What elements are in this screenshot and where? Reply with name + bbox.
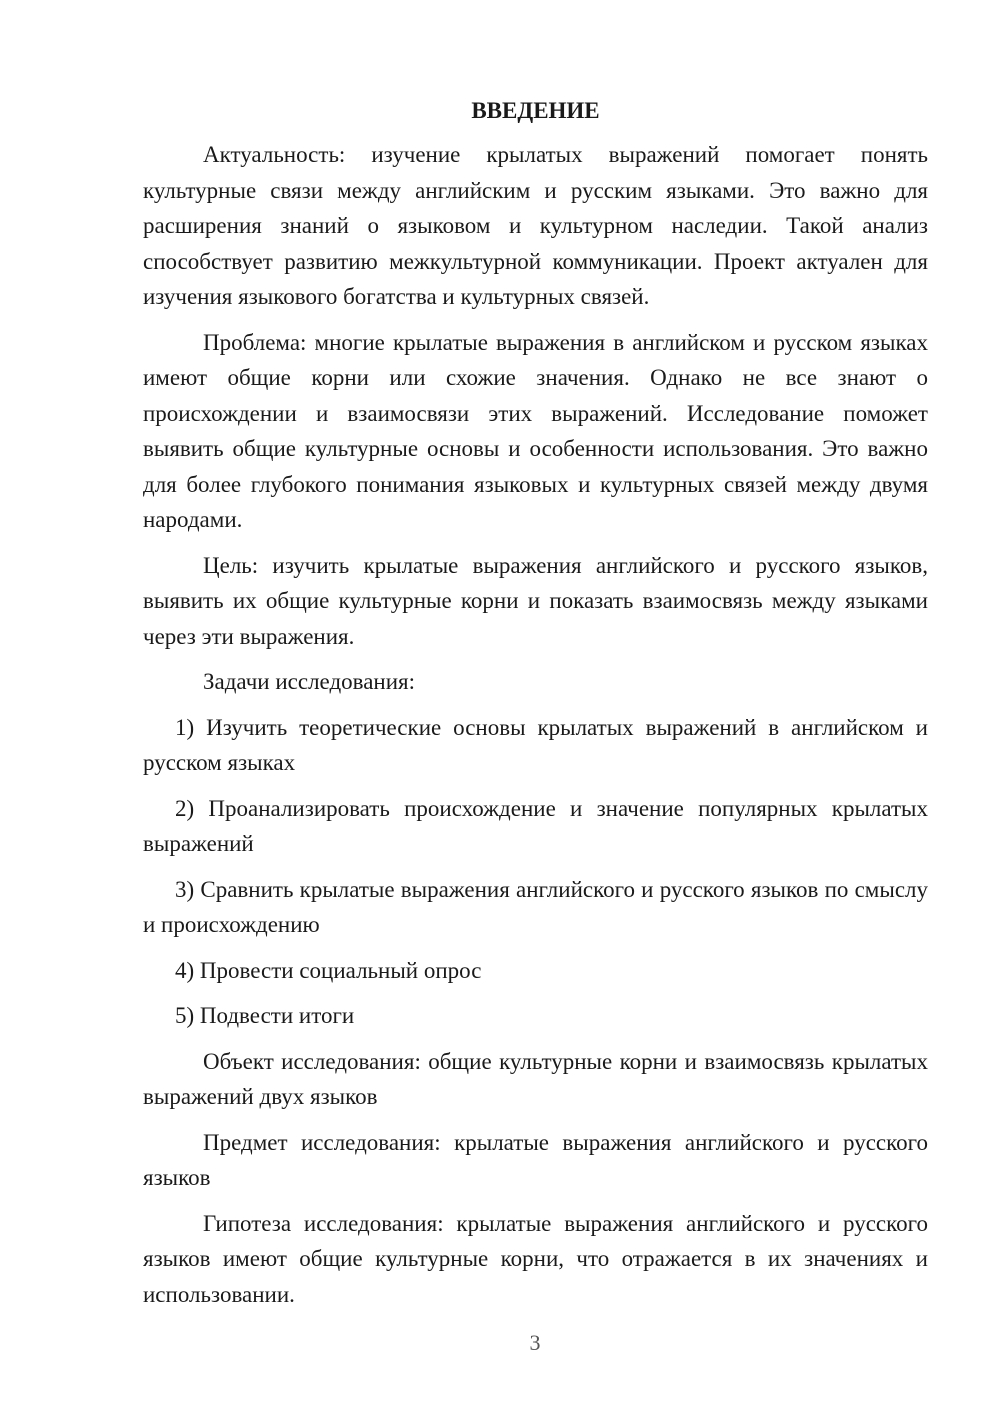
problem-paragraph: Проблема: многие крылатые выражения в английском и русском языках имеют общие корни или схожие значения. Однако не все знают о происхождении и взаимосвязи этих выражений. Исследование поможет выявить общие культурные основы и особенности использования. Это важно для более глубокого понимания языковых и культурных связей между двумя народами. (143, 329, 928, 532)
page-number: 3 (529, 1330, 541, 1355)
task-item: 3) Сравнить крылатые выражения английского и русского языков по смыслу и происхождению (143, 876, 928, 937)
object-paragraph: Объект исследования: общие культурные корни и взаимосвязь крылатых выражений двух языков (143, 1048, 928, 1109)
task-item: 1) Изучить теоретические основы крылатых выражений в английском и русском языках (143, 714, 928, 775)
subject-paragraph: Предмет исследования: крылатые выражения английского и русского языков (143, 1129, 928, 1190)
section-title: ВВЕДЕНИЕ (471, 98, 600, 123)
hypothesis-paragraph: Гипотеза исследования: крылатые выражения английского и русского языков имеют общие культурные корни, что отражается в их значениях и использовании. (143, 1210, 928, 1307)
goal-paragraph: Цель: изучить крылатые выражения английского и русского языков, выявить их общие культурные корни и показать взаимосвязь между языками через эти выражения. (143, 552, 928, 649)
document-page (143, 95, 928, 1322)
relevance-paragraph: Актуальность: изучение крылатых выражений помогает понять культурные связи между английским и русским языками. Это важно для расширения знаний о языковом и культурном наследии. Такой анализ способствует развитию межкультурной коммуникации. Проект актуален для изучения языкового богатства и культурных связей. (143, 142, 928, 309)
task-item: 5) Подвести итоги (175, 1003, 355, 1028)
task-item: 4) Провести социальный опрос (175, 957, 482, 983)
task-item: 2) Проанализировать происхождение и значение популярных крылатых выражений (143, 795, 928, 856)
tasks-heading: Задачи исследования: (203, 669, 416, 694)
